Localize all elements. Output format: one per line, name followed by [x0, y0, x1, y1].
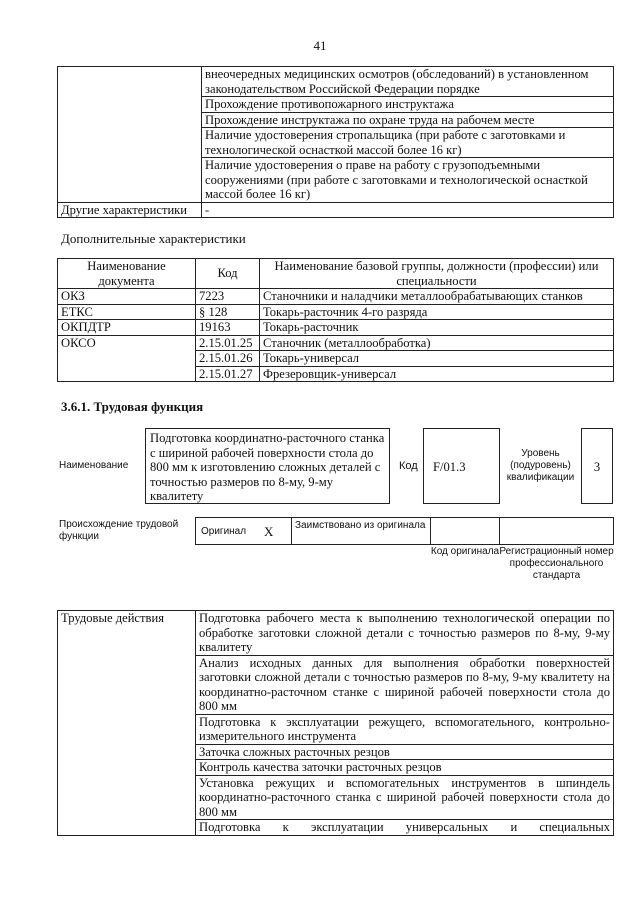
table-cell: Установка режущих и вспомогательных инструментов в шпиндель координатно-расточного станка с шириной рабочей поверхности стола до 800 мм [196, 775, 614, 820]
level-label: Уровень (подуровень) квалификации [506, 448, 575, 483]
table-cell-empty [58, 67, 202, 203]
reg-number-caption: Регистрационный номер профессионального стандарта [499, 546, 614, 581]
table-cell: Подготовка к эксплуатации режущего, вспомогательного, контрольно-измерительного инструмента [196, 714, 614, 744]
table-cell: 2.15.01.26 [196, 351, 260, 367]
table-cell: Прохождение инструктажа по охране труда на рабочем месте [202, 112, 614, 128]
function-name-box: Подготовка координатно-расточного станка с шириной рабочей поверхности стола до 800 мм к изготовлению сложных деталей с точностью размеров по 8-му, 9-му квалитету [145, 428, 390, 504]
requirements-table [57, 66, 614, 218]
code-original-box [430, 517, 500, 545]
code-label: Код [399, 460, 418, 472]
table-row [58, 304, 614, 320]
table-header-row [58, 259, 614, 289]
original-label: Оригинал [201, 526, 247, 537]
table-cell: Подготовка к эксплуатации универсальных и специальных [196, 820, 614, 836]
column-header: Наименование базовой группы, должности (профессии) или специальности [260, 259, 614, 289]
page-number: 41 [313, 38, 327, 53]
additional-heading: Дополнительные характеристики [61, 231, 246, 246]
table-cell: ЕТКС [58, 304, 196, 320]
original-box [195, 517, 292, 545]
additional-table [57, 258, 614, 382]
table-cell: 7223 [196, 289, 260, 305]
table-row [58, 202, 614, 218]
table-cell: Станочник (металлообработка) [260, 335, 614, 351]
reg-number-box [499, 517, 614, 545]
table-cell: ОКПДТР [58, 320, 196, 336]
table-cell: Наличие удостоверения о праве на работу с грузоподъемными сооружениями (при работе с заготовками и технологической оснасткой массой более 16 кг) [202, 158, 614, 203]
table-cell: 19163 [196, 320, 260, 336]
table-cell: § 128 [196, 304, 260, 320]
table-cell: Фрезеровщик-универсал [260, 366, 614, 382]
labour-actions-table [57, 610, 614, 836]
table-cell: Прохождение противопожарного инструктажа [202, 97, 614, 113]
table-cell: 2.15.01.25 [196, 335, 260, 351]
other-characteristics-label: Другие характеристики [58, 202, 202, 218]
table-row [58, 289, 614, 305]
origin-label: Происхождение трудовой функции [59, 519, 179, 542]
section-title: 3.6.1. Трудовая функция [61, 399, 204, 414]
table-row [58, 320, 614, 336]
column-header: Наименование документа [58, 259, 196, 289]
original-mark: X [264, 524, 274, 539]
name-label: Наименование [59, 460, 129, 471]
table-cell: Токарь-расточник 4-го разряда [260, 304, 614, 320]
table-row [58, 335, 614, 351]
table-row [58, 67, 614, 97]
table-cell: внеочередных медицинских осмотров (обследований) в установленном законодательством Российской Федерации порядке [202, 67, 614, 97]
table-cell: Токарь-расточник [260, 320, 614, 336]
table-cell: Контроль качества заточки расточных резцов [196, 760, 614, 776]
function-code-box: F/01.3 [423, 428, 500, 504]
code-original-caption: Код оригинала [430, 546, 500, 557]
table-cell: ОКСО [58, 335, 196, 382]
table-cell: ОКЗ [58, 289, 196, 305]
borrowed-box: Заимствовано из оригинала [291, 517, 431, 545]
column-header: Код [196, 259, 260, 289]
table-cell: Подготовка рабочего места к выполнению технологической операции по обработке заготовки сложной детали с точностью размеров по 8-му, 9-му квалитету [196, 611, 614, 656]
table-cell: Наличие удостоверения стропальщика (при работе с заготовками и технологической оснасткой массой более 16 кг) [202, 128, 614, 158]
table-cell: 2.15.01.27 [196, 366, 260, 382]
other-characteristics-value: - [202, 202, 614, 218]
labour-actions-label: Трудовые действия [58, 611, 196, 836]
table-cell: Анализ исходных данных для выполнения обработки поверхностей заготовки сложной детали с точностью размеров по 8-му, 9-му квалитету на координатно-расточном станке с шириной рабочей поверхности стола до 800 мм [196, 655, 614, 714]
table-cell: Станочники и наладчики металлообрабатывающих станков [260, 289, 614, 305]
table-cell: Заточка сложных расточных резцов [196, 744, 614, 760]
level-value-box: 3 [581, 428, 613, 504]
table-row [58, 611, 614, 656]
table-cell: Токарь-универсал [260, 351, 614, 367]
